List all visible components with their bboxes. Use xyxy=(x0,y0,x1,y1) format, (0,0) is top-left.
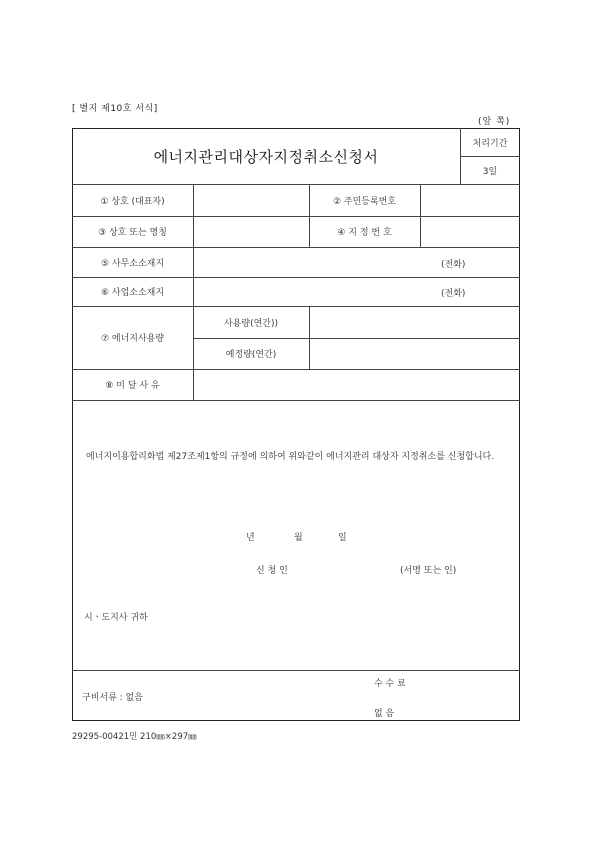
application-statement: 에너지이용합리화법 제27조제1항의 규정에 의하여 위와같이 에너지관리 대상자 지정취소를 신청합니다. xyxy=(86,452,495,462)
applicant-signature-field[interactable] xyxy=(310,559,395,577)
required-documents-label: 구비서류 : 없음 xyxy=(82,693,143,703)
form-title: 에너지관리대상자지정취소신청서 xyxy=(153,147,379,166)
row-line xyxy=(72,670,520,671)
form-code-footer: 29295-00421민 210㎜×297㎜ xyxy=(72,732,197,742)
planned-annual-label: 예정량(연간) xyxy=(225,350,277,360)
addressee-label: 시ㆍ도지사 귀하 xyxy=(84,613,148,623)
form-number-label: [ 별지 제10호 서식] xyxy=(72,104,158,114)
company-representative-field[interactable] xyxy=(194,185,308,215)
row-line xyxy=(72,400,520,401)
office-location-label: ⑤ 사무소소재지 xyxy=(100,258,165,269)
fee-label: 수 수 료 xyxy=(374,679,406,689)
office-phone-label: (전화) xyxy=(441,260,466,270)
processing-period-value: 3일 xyxy=(482,166,498,177)
resident-number-label: ② 주민등록번호 xyxy=(332,196,397,207)
page-side-label: (앞 쪽) xyxy=(478,117,511,127)
shortfall-reason-field[interactable] xyxy=(194,370,519,399)
usage-annual-field[interactable] xyxy=(310,307,519,337)
date-day-label: 일 xyxy=(338,533,347,543)
office-location-field[interactable] xyxy=(194,248,519,276)
energy-usage-label: ⑦ 에너지사용량 xyxy=(100,334,165,344)
company-representative-label: ① 상호 (대표자) xyxy=(100,196,165,207)
fee-value: 없 음 xyxy=(374,709,395,719)
usage-annual-label: 사용량(연간)) xyxy=(223,318,278,329)
business-location-label: ⑥ 사업소소재지 xyxy=(100,288,165,298)
designation-number-label: ④ 지 정 번 호 xyxy=(337,228,392,238)
business-location-field[interactable] xyxy=(194,278,519,305)
company-name-label: ③ 상호 또는 명칭 xyxy=(98,228,167,238)
business-phone-label: (전화) xyxy=(441,289,466,299)
company-name-field[interactable] xyxy=(194,217,308,246)
resident-number-field[interactable] xyxy=(421,185,519,215)
signature-or-seal-label: (서명 또는 인) xyxy=(400,566,457,576)
date-year-label: 년 xyxy=(246,533,255,543)
applicant-label: 신 청 인 xyxy=(256,566,288,576)
designation-number-field[interactable] xyxy=(421,217,519,246)
planned-annual-field[interactable] xyxy=(310,339,519,368)
processing-period-label: 처리기간 xyxy=(472,138,508,149)
shortfall-reason-label: ⑧ 미 달 사 유 xyxy=(105,381,160,391)
date-month-label: 월 xyxy=(294,533,303,543)
